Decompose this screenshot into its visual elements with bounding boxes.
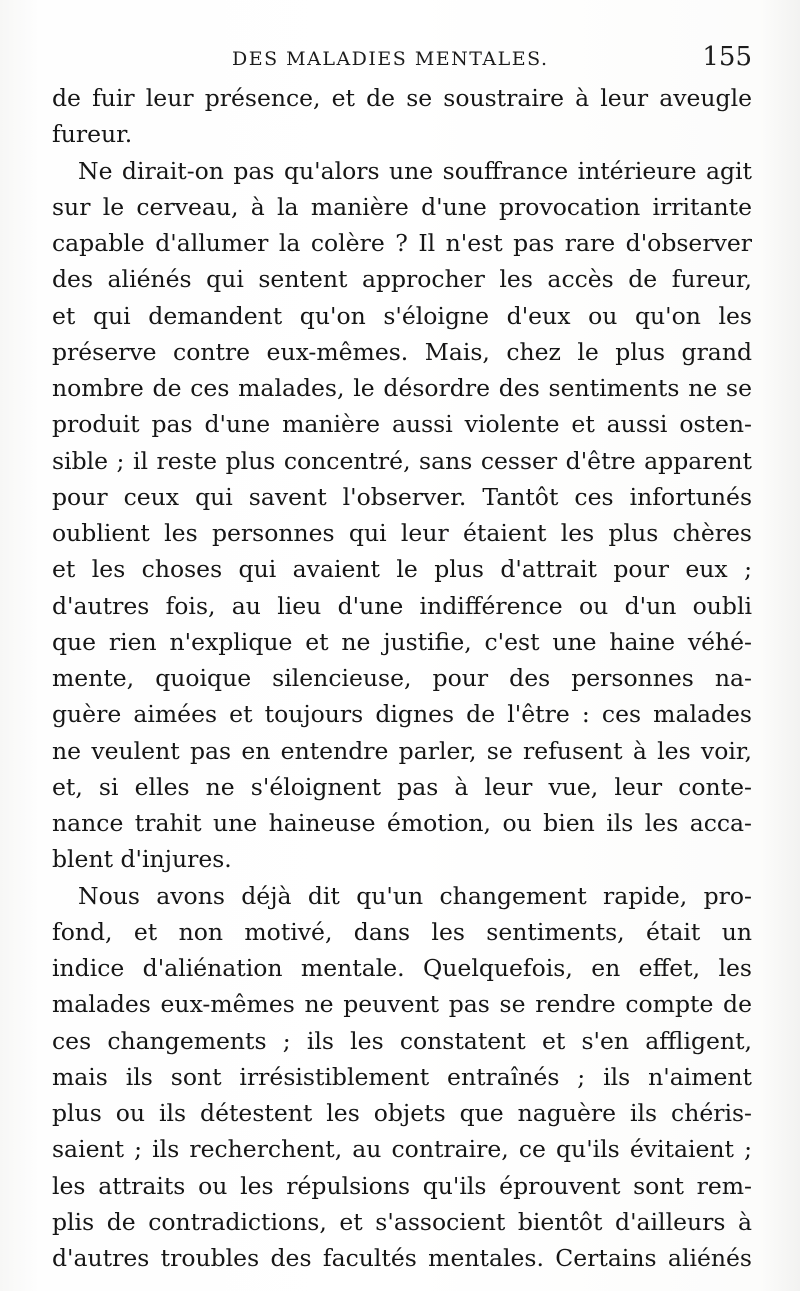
text-line: plus ou ils détestent les objets que naguère ils chéris- (52, 1099, 752, 1127)
text-line: les attraits ou les répulsions qu'ils éprouvent sont rem- (52, 1171, 752, 1200)
text-line: de fuir leur présence, et de se soustraire à leur aveugle (52, 84, 752, 112)
text-line: nombre de ces malades, le désordre des sentiments ne se (52, 374, 752, 402)
text-line: pour ceux qui savent l'observer. Tantôt ces infortunés (52, 482, 752, 511)
text-line: d'autres troubles des facultés mentales. Certains aliénés (52, 1244, 752, 1272)
text-line: d'autres fois, au lieu d'une indifférence ou d'un oubli (52, 591, 752, 620)
text-line: fureur. (52, 120, 133, 149)
running-title: DES MALADIES MENTALES. (232, 48, 549, 70)
text-line: blent d'injures. (52, 845, 232, 874)
running-head (52, 42, 752, 82)
page-number: 155 (702, 42, 752, 72)
text-line: guère aimées et toujours dignes de l'être : ces malades (52, 700, 752, 729)
text-line: mais ils sont irrésistiblement entraînés ; ils n'aiment (52, 1062, 752, 1091)
text-line: indice d'aliénation mentale. Quelquefois, en effet, les (52, 954, 752, 982)
text-line: sur le cerveau, à la manière d'une provocation irritante (52, 192, 752, 221)
text-line: sible ; il reste plus concentré, sans cesser d'être apparent (52, 446, 752, 475)
text-line: plis de contradictions, et s'associent bientôt d'ailleurs à (52, 1207, 752, 1236)
text-line: Nous avons déjà dit qu'un changement rapide, pro- (78, 881, 752, 910)
text-line: préserve contre eux-mêmes. Mais, chez le plus grand (52, 337, 752, 366)
text-line: malades eux-mêmes ne peuvent pas se rendre compte de (52, 990, 752, 1019)
text-line: mente, quoique silencieuse, pour des personnes na- (52, 664, 752, 692)
text-line: produit pas d'une manière aussi violente et aussi osten- (52, 410, 752, 439)
text-line: nance trahit une haineuse émotion, ou bien ils les acca- (52, 809, 752, 837)
text-line: capable d'allumer la colère ? Il n'est pas rare d'observer (52, 229, 752, 257)
text-line: et, si elles ne s'éloignent pas à leur vue, leur conte- (52, 772, 752, 801)
text-line: et qui demandent qu'on s'éloigne d'eux ou qu'on les (52, 301, 752, 330)
text-line: des aliénés qui sentent approcher les accès de fureur, (52, 265, 752, 294)
text-line: Ne dirait-on pas qu'alors une souffrance intérieure agit (78, 156, 752, 185)
text-line: et les choses qui avaient le plus d'attrait pour eux ; (52, 555, 752, 584)
text-line: ces changements ; ils les constatent et s'en affligent, (52, 1026, 752, 1055)
text-line: oublient les personnes qui leur étaient les plus chères (52, 519, 752, 547)
text-line: ne veulent pas en entendre parler, se refusent à les voir, (52, 736, 752, 765)
text-line: fond, et non motivé, dans les sentiments, était un (52, 917, 752, 946)
text-line: que rien n'explique et ne justifie, c'est une haine véhé- (52, 627, 752, 656)
body-text (52, 80, 752, 1276)
text-line: saient ; ils recherchent, au contraire, ce qu'ils évitaient ; (52, 1135, 752, 1164)
